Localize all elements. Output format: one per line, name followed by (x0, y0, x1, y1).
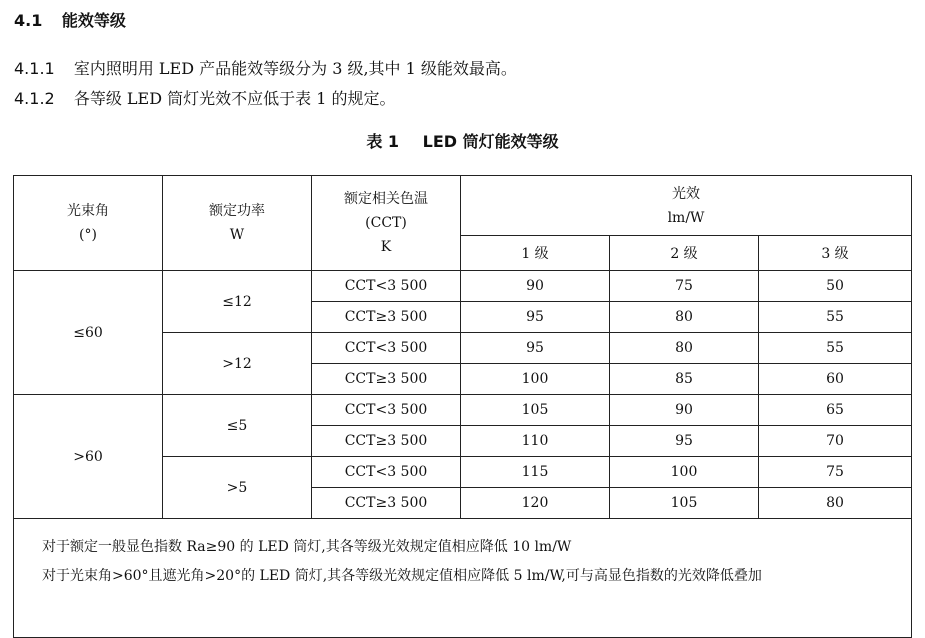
header-grade-1: 1 级 (461, 236, 610, 271)
power-cell: >5 (163, 457, 312, 519)
beam-angle-cell: ≤60 (14, 271, 163, 395)
grade-3-value: 65 (759, 395, 912, 426)
cct-cell: CCT≥3 500 (312, 426, 461, 457)
table-notes-row (14, 519, 912, 638)
table-notes (14, 519, 912, 638)
clause-4-1-2 (14, 86, 395, 109)
grade-3-value: 75 (759, 457, 912, 488)
grade-2-value: 100 (610, 457, 759, 488)
grade-2-value: 105 (610, 488, 759, 519)
header-efficacy (461, 176, 912, 236)
power-cell: ≤12 (163, 271, 312, 333)
table-caption-title: LED 筒灯能效等级 (422, 132, 559, 151)
header-beam-angle-label: 光束角 (67, 203, 109, 219)
header-grade-3: 3 级 (759, 236, 912, 271)
header-efficacy-unit: lm/W (667, 209, 705, 226)
header-power-unit: W (229, 227, 245, 243)
section-title: 能效等级 (61, 11, 126, 30)
grade-2-value: 75 (610, 271, 759, 302)
grade-1-value: 95 (461, 302, 610, 333)
grade-1-value: 100 (461, 364, 610, 395)
header-efficacy-label: 光效 (672, 185, 701, 202)
grade-2-value: 95 (610, 426, 759, 457)
header-grade-2: 2 级 (610, 236, 759, 271)
grade-2-value: 80 (610, 302, 759, 333)
grade-1-value: 90 (461, 271, 610, 302)
grade-3-value: 55 (759, 333, 912, 364)
grade-3-value: 60 (759, 364, 912, 395)
efficacy-table (13, 175, 912, 638)
grade-2-value: 85 (610, 364, 759, 395)
clause-text: 室内照明用 LED 产品能效等级分为 3 级,其中 1 级能效最高。 (73, 59, 517, 78)
header-beam-angle (14, 176, 163, 271)
header-cct-unit: K (380, 239, 392, 255)
grade-1-value: 95 (461, 333, 610, 364)
cct-cell: CCT≥3 500 (312, 488, 461, 519)
table-note: 对于光束角>60°且遮光角>20°的 LED 筒灯,其各等级光效规定值相应降低 5 lm/W,可与高显色指数的光效降低叠加 (42, 568, 762, 584)
header-beam-angle-unit: (°) (79, 227, 97, 243)
beam-angle-cell: >60 (14, 395, 163, 519)
cct-cell: CCT≥3 500 (312, 364, 461, 395)
grade-2-value: 90 (610, 395, 759, 426)
clause-number: 4.1.1 (14, 59, 55, 78)
grade-2-value: 80 (610, 333, 759, 364)
grade-3-value: 70 (759, 426, 912, 457)
cct-cell: CCT≥3 500 (312, 302, 461, 333)
header-power-label: 额定功率 (209, 203, 265, 219)
table-row (14, 271, 912, 302)
cct-cell: CCT<3 500 (312, 333, 461, 364)
table-row (14, 395, 912, 426)
grade-1-value: 110 (461, 426, 610, 457)
cct-cell: CCT<3 500 (312, 457, 461, 488)
grade-3-value: 80 (759, 488, 912, 519)
cct-cell: CCT<3 500 (312, 395, 461, 426)
power-cell: >12 (163, 333, 312, 395)
clause-number: 4.1.2 (14, 89, 55, 108)
header-cct (312, 176, 461, 271)
grade-1-value: 120 (461, 488, 610, 519)
cct-cell: CCT<3 500 (312, 271, 461, 302)
clause-text: 各等级 LED 筒灯光效不应低于表 1 的规定。 (73, 89, 396, 108)
header-cct-abbr: (CCT) (365, 215, 407, 231)
table-caption (0, 129, 925, 152)
table-caption-number: 表 1 (366, 132, 400, 151)
grade-3-value: 55 (759, 302, 912, 333)
table-note: 对于额定一般显色指数 Ra≥90 的 LED 筒灯,其各等级光效规定值相应降低 10 lm/W (42, 539, 572, 555)
section-number: 4.1 (14, 11, 43, 30)
grade-3-value: 50 (759, 271, 912, 302)
clause-4-1-1 (14, 56, 517, 79)
grade-1-value: 115 (461, 457, 610, 488)
grade-1-value: 105 (461, 395, 610, 426)
header-power (163, 176, 312, 271)
section-heading (14, 8, 126, 31)
power-cell: ≤5 (163, 395, 312, 457)
header-cct-label: 额定相关色温 (344, 191, 428, 207)
